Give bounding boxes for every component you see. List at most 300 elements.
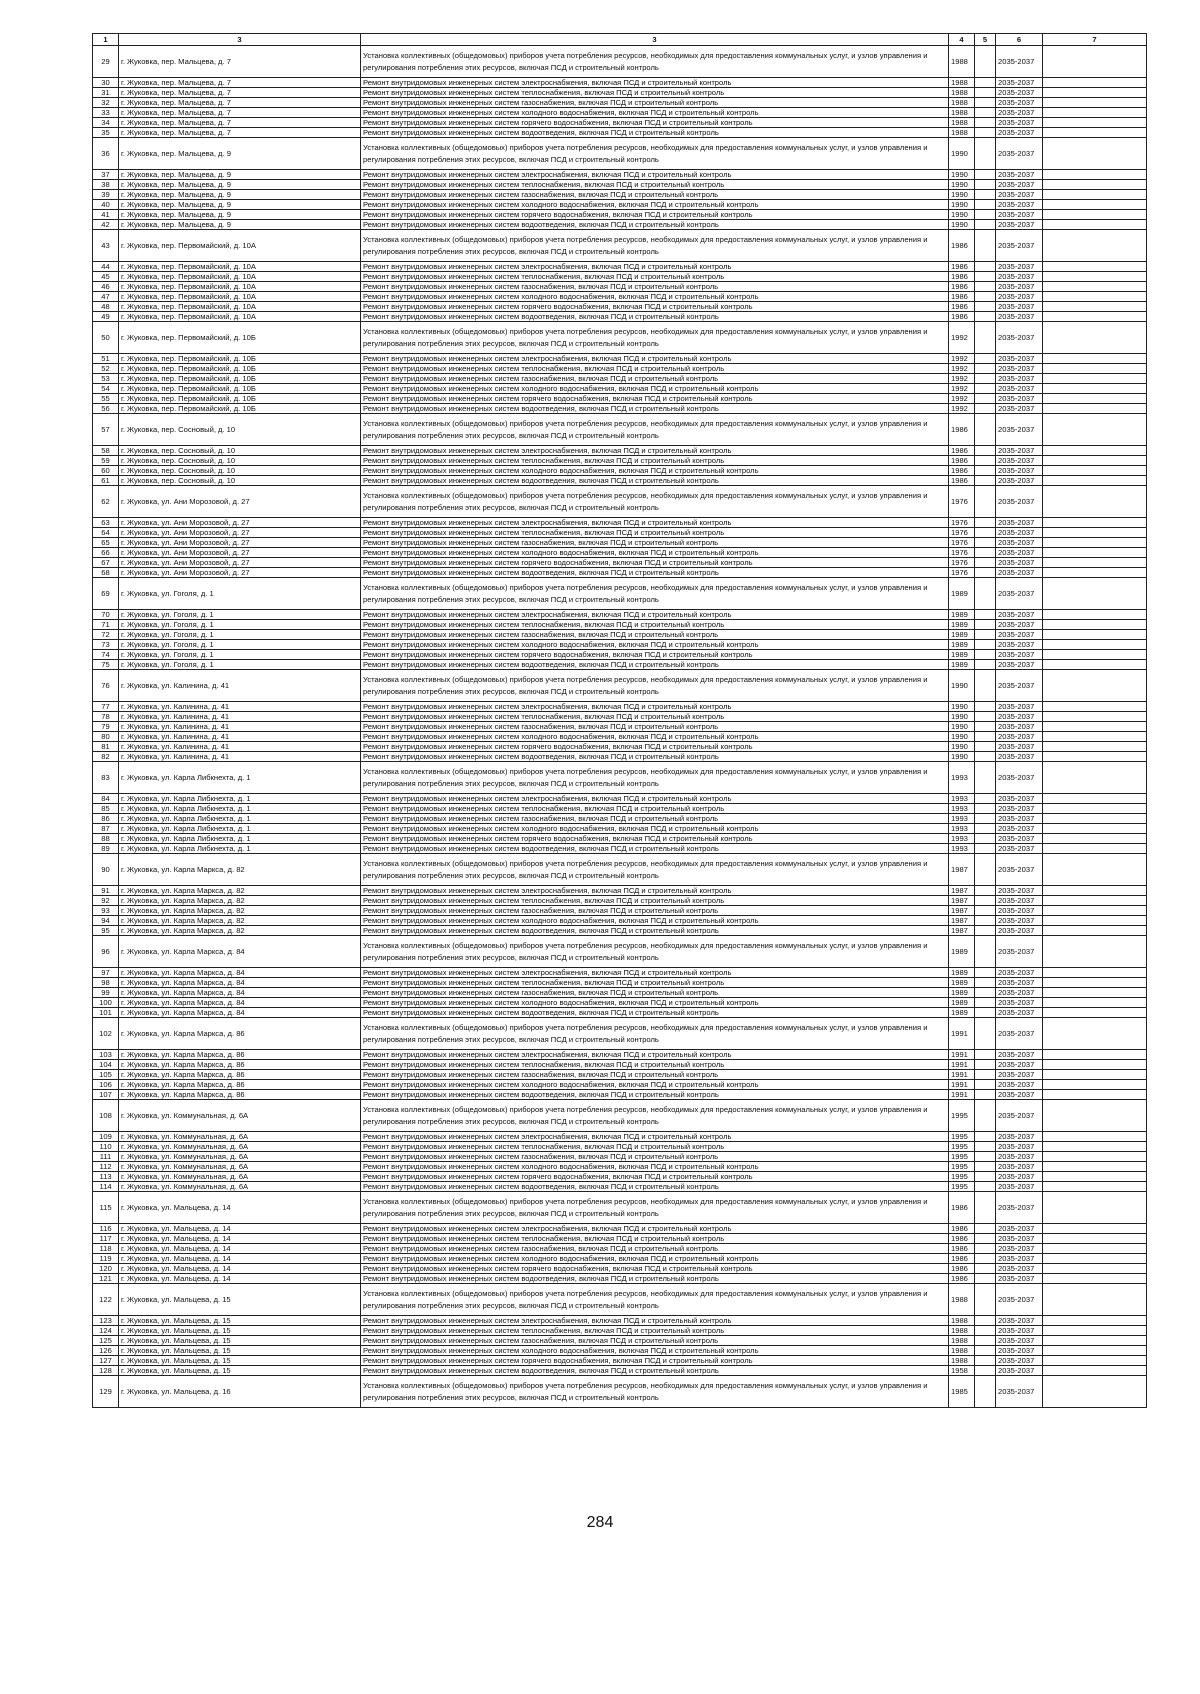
row-number-cell: 96 <box>93 936 119 968</box>
work-type-cell: Ремонт внутридомовых инженерных систем электроснабжения, включая ПСД и строительный контроль <box>361 968 949 978</box>
table-row <box>93 220 1147 230</box>
work-type-cell: Ремонт внутридомовых инженерных систем холодного водоснабжения, включая ПСД и строительный контроль <box>361 548 949 558</box>
page-number: 284 <box>586 1514 614 1531</box>
col5-cell <box>975 1152 996 1162</box>
work-type-cell: Ремонт внутридомовых инженерных систем водоотведения, включая ПСД и строительный контроль <box>361 752 949 762</box>
col5-cell <box>975 272 996 282</box>
row-number-cell: 83 <box>93 762 119 794</box>
row-number-cell: 37 <box>93 170 119 180</box>
year-cell: 1990 <box>949 712 975 722</box>
row-number-cell: 121 <box>93 1274 119 1284</box>
work-type-cell: Ремонт внутридомовых инженерных систем горячего водоснабжения, включая ПСД и строительный контроль <box>361 1172 949 1182</box>
col7-cell <box>1043 230 1147 262</box>
address-cell: г. Жуковка, ул. Мальцева, д. 15 <box>119 1356 361 1366</box>
work-type-cell: Ремонт внутридомовых инженерных систем холодного водоснабжения, включая ПСД и строительный контроль <box>361 466 949 476</box>
address-cell: г. Жуковка, ул. Ани Морозовой, д. 27 <box>119 558 361 568</box>
period-cell: 2035-2037 <box>996 354 1043 364</box>
col7-cell <box>1043 384 1147 394</box>
row-number-cell: 32 <box>93 98 119 108</box>
table-row <box>93 896 1147 906</box>
work-type-cell: Ремонт внутридомовых инженерных систем газоснабжения, включая ПСД и строительный контроль <box>361 98 949 108</box>
address-cell: г. Жуковка, ул. Калинина, д. 41 <box>119 732 361 742</box>
row-number-cell: 90 <box>93 854 119 886</box>
period-cell: 2035-2037 <box>996 794 1043 804</box>
period-cell: 2035-2037 <box>996 834 1043 844</box>
year-cell: 1986 <box>949 272 975 282</box>
year-cell: 1986 <box>949 1264 975 1274</box>
year-cell: 1985 <box>949 1376 975 1408</box>
period-cell: 2035-2037 <box>996 620 1043 630</box>
row-number-cell: 72 <box>93 630 119 640</box>
table-row <box>93 394 1147 404</box>
row-number-cell: 44 <box>93 262 119 272</box>
row-number-cell: 36 <box>93 138 119 170</box>
table-row <box>93 968 1147 978</box>
col7-cell <box>1043 538 1147 548</box>
row-number-cell: 39 <box>93 190 119 200</box>
work-type-cell: Ремонт внутридомовых инженерных систем водоотведения, включая ПСД и строительный контроль <box>361 926 949 936</box>
table-row <box>93 1008 1147 1018</box>
table-row <box>93 354 1147 364</box>
table-row <box>93 46 1147 78</box>
col7-cell <box>1043 998 1147 1008</box>
year-cell: 1990 <box>949 180 975 190</box>
col5-cell <box>975 1316 996 1326</box>
col5-cell <box>975 292 996 302</box>
work-type-cell: Ремонт внутридомовых инженерных систем холодного водоснабжения, включая ПСД и строительный контроль <box>361 1080 949 1090</box>
row-number-cell: 103 <box>93 1050 119 1060</box>
col7-cell <box>1043 108 1147 118</box>
address-cell: г. Жуковка, пер. Первомайский, д. 10А <box>119 282 361 292</box>
year-cell: 1989 <box>949 630 975 640</box>
col5-cell <box>975 1284 996 1316</box>
address-cell: г. Жуковка, ул. Мальцева, д. 14 <box>119 1254 361 1264</box>
table-row <box>93 170 1147 180</box>
address-cell: г. Жуковка, ул. Мальцева, д. 15 <box>119 1366 361 1376</box>
address-cell: г. Жуковка, ул. Мальцева, д. 14 <box>119 1192 361 1224</box>
work-type-cell: Ремонт внутридомовых инженерных систем холодного водоснабжения, включая ПСД и строительный контроль <box>361 1162 949 1172</box>
period-cell: 2035-2037 <box>996 1060 1043 1070</box>
period-cell: 2035-2037 <box>996 108 1043 118</box>
col7-cell <box>1043 630 1147 640</box>
year-cell: 1993 <box>949 804 975 814</box>
year-cell: 1992 <box>949 394 975 404</box>
work-type-cell: Ремонт внутридомовых инженерных систем водоотведения, включая ПСД и строительный контроль <box>361 476 949 486</box>
row-number-cell: 53 <box>93 374 119 384</box>
year-cell: 1995 <box>949 1100 975 1132</box>
work-type-cell: Ремонт внутридомовых инженерных систем теплоснабжения, включая ПСД и строительный контроль <box>361 1234 949 1244</box>
row-number-cell: 52 <box>93 364 119 374</box>
work-type-cell: Ремонт внутридомовых инженерных систем электроснабжения, включая ПСД и строительный контроль <box>361 1316 949 1326</box>
period-cell: 2035-2037 <box>996 1080 1043 1090</box>
table-row <box>93 374 1147 384</box>
row-number-cell: 118 <box>93 1244 119 1254</box>
period-cell: 2035-2037 <box>996 896 1043 906</box>
row-number-cell: 48 <box>93 302 119 312</box>
address-cell: г. Жуковка, пер. Мальцева, д. 7 <box>119 128 361 138</box>
col5-cell <box>975 354 996 364</box>
table-row <box>93 476 1147 486</box>
col5-cell <box>975 752 996 762</box>
period-cell: 2035-2037 <box>996 1132 1043 1142</box>
table-row <box>93 978 1147 988</box>
table-row <box>93 620 1147 630</box>
table-row <box>93 568 1147 578</box>
col5-cell <box>975 1366 996 1376</box>
period-cell: 2035-2037 <box>996 414 1043 446</box>
row-number-cell: 129 <box>93 1376 119 1408</box>
table-row <box>93 630 1147 640</box>
work-type-cell: Ремонт внутридомовых инженерных систем теплоснабжения, включая ПСД и строительный контроль <box>361 88 949 98</box>
period-cell: 2035-2037 <box>996 1070 1043 1080</box>
row-number-cell: 97 <box>93 968 119 978</box>
year-cell: 1988 <box>949 1356 975 1366</box>
period-cell: 2035-2037 <box>996 456 1043 466</box>
work-type-cell: Ремонт внутридомовых инженерных систем горячего водоснабжения, включая ПСД и строительный контроль <box>361 1356 949 1366</box>
table-row <box>93 1162 1147 1172</box>
work-type-cell: Ремонт внутридомовых инженерных систем горячего водоснабжения, включая ПСД и строительный контроль <box>361 650 949 660</box>
table-row <box>93 466 1147 476</box>
col7-cell <box>1043 1346 1147 1356</box>
col7-cell <box>1043 978 1147 988</box>
table-row <box>93 640 1147 650</box>
col7-cell <box>1043 210 1147 220</box>
col7-cell <box>1043 640 1147 650</box>
row-number-cell: 122 <box>93 1284 119 1316</box>
address-cell: г. Жуковка, пер. Мальцева, д. 9 <box>119 180 361 190</box>
table-row <box>93 1356 1147 1366</box>
work-type-cell: Ремонт внутридомовых инженерных систем теплоснабжения, включая ПСД и строительный контроль <box>361 712 949 722</box>
table-row <box>93 1192 1147 1224</box>
work-type-cell: Ремонт внутридомовых инженерных систем водоотведения, включая ПСД и строительный контроль <box>361 1182 949 1192</box>
address-cell: г. Жуковка, пер. Сосновый, д. 10 <box>119 414 361 446</box>
year-cell: 1986 <box>949 312 975 322</box>
col7-cell <box>1043 660 1147 670</box>
year-cell: 1991 <box>949 1090 975 1100</box>
work-type-cell: Ремонт внутридомовых инженерных систем водоотведения, включая ПСД и строительный контроль <box>361 660 949 670</box>
col5-cell <box>975 394 996 404</box>
row-number-cell: 66 <box>93 548 119 558</box>
year-cell: 1989 <box>949 1008 975 1018</box>
work-type-cell: Установка коллективных (общедомовых) приборов учета потребления ресурсов, необходимых для предоставления коммунальных услуг, и узлов управления и регулирования потребления этих ресурсов, включая ПСД и строительный контроль <box>361 138 949 170</box>
table-row <box>93 128 1147 138</box>
table-row <box>93 936 1147 968</box>
address-cell: г. Жуковка, пер. Сосновый, д. 10 <box>119 456 361 466</box>
col5-cell <box>975 1080 996 1090</box>
period-cell: 2035-2037 <box>996 394 1043 404</box>
year-cell: 1991 <box>949 1070 975 1080</box>
row-number-cell: 80 <box>93 732 119 742</box>
col5-cell <box>975 988 996 998</box>
table-row <box>93 578 1147 610</box>
period-cell: 2035-2037 <box>996 138 1043 170</box>
year-cell: 1986 <box>949 466 975 476</box>
year-cell: 1989 <box>949 620 975 630</box>
col7-cell <box>1043 528 1147 538</box>
row-number-cell: 60 <box>93 466 119 476</box>
work-type-cell: Ремонт внутридомовых инженерных систем теплоснабжения, включая ПСД и строительный контроль <box>361 272 949 282</box>
work-type-cell: Ремонт внутридомовых инженерных систем горячего водоснабжения, включая ПСД и строительный контроль <box>361 1264 949 1274</box>
work-type-cell: Ремонт внутридомовых инженерных систем горячего водоснабжения, включая ПСД и строительный контроль <box>361 118 949 128</box>
work-type-cell: Ремонт внутридомовых инженерных систем водоотведения, включая ПСД и строительный контроль <box>361 1366 949 1376</box>
work-type-cell: Ремонт внутридомовых инженерных систем электроснабжения, включая ПСД и строительный контроль <box>361 170 949 180</box>
row-number-cell: 112 <box>93 1162 119 1172</box>
table-row <box>93 1316 1147 1326</box>
year-cell: 1993 <box>949 834 975 844</box>
table-row <box>93 190 1147 200</box>
col7-cell <box>1043 886 1147 896</box>
work-type-cell: Ремонт внутридомовых инженерных систем теплоснабжения, включая ПСД и строительный контроль <box>361 804 949 814</box>
col7-cell <box>1043 968 1147 978</box>
work-type-cell: Ремонт внутридомовых инженерных систем газоснабжения, включая ПСД и строительный контроль <box>361 374 949 384</box>
table-row <box>93 518 1147 528</box>
period-cell: 2035-2037 <box>996 476 1043 486</box>
table-row <box>93 78 1147 88</box>
period-cell: 2035-2037 <box>996 548 1043 558</box>
col5-cell <box>975 926 996 936</box>
table-row <box>93 670 1147 702</box>
col5-cell <box>975 1100 996 1132</box>
year-cell: 1987 <box>949 896 975 906</box>
address-cell: г. Жуковка, ул. Мальцева, д. 15 <box>119 1326 361 1336</box>
address-cell: г. Жуковка, пер. Первомайский, д. 10Б <box>119 354 361 364</box>
table-row <box>93 404 1147 414</box>
address-cell: г. Жуковка, ул. Ани Морозовой, д. 27 <box>119 528 361 538</box>
col5-cell <box>975 170 996 180</box>
period-cell: 2035-2037 <box>996 1274 1043 1284</box>
year-cell: 1989 <box>949 968 975 978</box>
col5-cell <box>975 630 996 640</box>
col5-cell <box>975 650 996 660</box>
year-cell: 1989 <box>949 640 975 650</box>
year-cell: 1986 <box>949 1274 975 1284</box>
row-number-cell: 98 <box>93 978 119 988</box>
col7-cell <box>1043 732 1147 742</box>
period-cell: 2035-2037 <box>996 210 1043 220</box>
col5-cell <box>975 1060 996 1070</box>
year-cell: 1991 <box>949 1018 975 1050</box>
col5-cell <box>975 466 996 476</box>
table-row <box>93 1070 1147 1080</box>
table-row <box>93 1132 1147 1142</box>
col5-cell <box>975 1244 996 1254</box>
year-cell: 1990 <box>949 702 975 712</box>
period-cell: 2035-2037 <box>996 282 1043 292</box>
row-number-cell: 38 <box>93 180 119 190</box>
table-row <box>93 528 1147 538</box>
period-cell: 2035-2037 <box>996 374 1043 384</box>
col5-cell <box>975 98 996 108</box>
period-cell: 2035-2037 <box>996 1254 1043 1264</box>
address-cell: г. Жуковка, пер. Первомайский, д. 10А <box>119 230 361 262</box>
header-col-3: 3 <box>361 34 949 46</box>
col5-cell <box>975 558 996 568</box>
year-cell: 1991 <box>949 1050 975 1060</box>
row-number-cell: 61 <box>93 476 119 486</box>
col5-cell <box>975 1264 996 1274</box>
year-cell: 1990 <box>949 732 975 742</box>
row-number-cell: 70 <box>93 610 119 620</box>
table-row <box>93 1080 1147 1090</box>
address-cell: г. Жуковка, ул. Ани Морозовой, д. 27 <box>119 568 361 578</box>
col7-cell <box>1043 1060 1147 1070</box>
header-col-5: 5 <box>975 34 996 46</box>
col7-cell <box>1043 262 1147 272</box>
work-type-cell: Ремонт внутридомовых инженерных систем горячего водоснабжения, включая ПСД и строительный контроль <box>361 210 949 220</box>
work-type-cell: Ремонт внутридомовых инженерных систем электроснабжения, включая ПСД и строительный контроль <box>361 354 949 364</box>
work-type-cell: Ремонт внутридомовых инженерных систем электроснабжения, включая ПСД и строительный контроль <box>361 78 949 88</box>
col5-cell <box>975 1326 996 1336</box>
col7-cell <box>1043 404 1147 414</box>
col7-cell <box>1043 466 1147 476</box>
period-cell: 2035-2037 <box>996 762 1043 794</box>
year-cell: 1986 <box>949 1192 975 1224</box>
col7-cell <box>1043 722 1147 732</box>
work-type-cell: Ремонт внутридомовых инженерных систем электроснабжения, включая ПСД и строительный контроль <box>361 610 949 620</box>
col5-cell <box>975 1224 996 1234</box>
period-cell: 2035-2037 <box>996 978 1043 988</box>
address-cell: г. Жуковка, пер. Мальцева, д. 7 <box>119 108 361 118</box>
address-cell: г. Жуковка, ул. Карла Маркса, д. 86 <box>119 1090 361 1100</box>
year-cell: 1992 <box>949 354 975 364</box>
work-type-cell: Ремонт внутридомовых инженерных систем водоотведения, включая ПСД и строительный контроль <box>361 220 949 230</box>
col5-cell <box>975 262 996 272</box>
address-cell: г. Жуковка, ул. Гоголя, д. 1 <box>119 640 361 650</box>
table-row <box>93 118 1147 128</box>
col5-cell <box>975 742 996 752</box>
col7-cell <box>1043 414 1147 446</box>
row-number-cell: 116 <box>93 1224 119 1234</box>
address-cell: г. Жуковка, ул. Мальцева, д. 15 <box>119 1284 361 1316</box>
col7-cell <box>1043 1274 1147 1284</box>
col7-cell <box>1043 1254 1147 1264</box>
address-cell: г. Жуковка, ул. Карла Маркса, д. 82 <box>119 906 361 916</box>
row-number-cell: 78 <box>93 712 119 722</box>
address-cell: г. Жуковка, пер. Первомайский, д. 10А <box>119 302 361 312</box>
period-cell: 2035-2037 <box>996 46 1043 78</box>
col7-cell <box>1043 712 1147 722</box>
address-cell: г. Жуковка, ул. Калинина, д. 41 <box>119 702 361 712</box>
period-cell: 2035-2037 <box>996 1162 1043 1172</box>
col5-cell <box>975 568 996 578</box>
col7-cell <box>1043 1224 1147 1234</box>
table-row <box>93 302 1147 312</box>
address-cell: г. Жуковка, ул. Коммунальная, д. 6А <box>119 1142 361 1152</box>
period-cell: 2035-2037 <box>996 128 1043 138</box>
table-row <box>93 456 1147 466</box>
row-number-cell: 49 <box>93 312 119 322</box>
period-cell: 2035-2037 <box>996 180 1043 190</box>
col5-cell <box>975 762 996 794</box>
col7-cell <box>1043 578 1147 610</box>
row-number-cell: 41 <box>93 210 119 220</box>
year-cell: 1986 <box>949 1254 975 1264</box>
year-cell: 1993 <box>949 844 975 854</box>
col7-cell <box>1043 916 1147 926</box>
table-row <box>93 732 1147 742</box>
period-cell: 2035-2037 <box>996 1100 1043 1132</box>
col5-cell <box>975 322 996 354</box>
col5-cell <box>975 732 996 742</box>
col7-cell <box>1043 128 1147 138</box>
address-cell: г. Жуковка, ул. Карла Маркса, д. 84 <box>119 998 361 1008</box>
work-type-cell: Ремонт внутридомовых инженерных систем горячего водоснабжения, включая ПСД и строительный контроль <box>361 558 949 568</box>
address-cell: г. Жуковка, ул. Карла Маркса, д. 86 <box>119 1018 361 1050</box>
col5-cell <box>975 282 996 292</box>
table-row <box>93 1152 1147 1162</box>
period-cell: 2035-2037 <box>996 670 1043 702</box>
address-cell: г. Жуковка, ул. Карла Маркса, д. 86 <box>119 1070 361 1080</box>
col7-cell <box>1043 1050 1147 1060</box>
period-cell: 2035-2037 <box>996 752 1043 762</box>
address-cell: г. Жуковка, пер. Мальцева, д. 7 <box>119 88 361 98</box>
col7-cell <box>1043 610 1147 620</box>
table-row <box>93 210 1147 220</box>
address-cell: г. Жуковка, ул. Коммунальная, д. 6А <box>119 1100 361 1132</box>
table-row <box>93 180 1147 190</box>
address-cell: г. Жуковка, ул. Карла Маркса, д. 86 <box>119 1060 361 1070</box>
col5-cell <box>975 1234 996 1244</box>
row-number-cell: 51 <box>93 354 119 364</box>
col5-cell <box>975 200 996 210</box>
table-row <box>93 262 1147 272</box>
period-cell: 2035-2037 <box>996 1018 1043 1050</box>
table-row <box>93 1336 1147 1346</box>
address-cell: г. Жуковка, пер. Первомайский, д. 10А <box>119 272 361 282</box>
row-number-cell: 67 <box>93 558 119 568</box>
year-cell: 1988 <box>949 1284 975 1316</box>
table-row <box>93 292 1147 302</box>
table-row <box>93 1060 1147 1070</box>
period-cell: 2035-2037 <box>996 1192 1043 1224</box>
address-cell: г. Жуковка, ул. Гоголя, д. 1 <box>119 610 361 620</box>
period-cell: 2035-2037 <box>996 1336 1043 1346</box>
period-cell: 2035-2037 <box>996 486 1043 518</box>
row-number-cell: 88 <box>93 834 119 844</box>
work-type-cell: Ремонт внутридомовых инженерных систем электроснабжения, включая ПСД и строительный контроль <box>361 794 949 804</box>
table-row <box>93 364 1147 374</box>
work-type-cell: Ремонт внутридомовых инженерных систем холодного водоснабжения, включая ПСД и строительный контроль <box>361 292 949 302</box>
period-cell: 2035-2037 <box>996 302 1043 312</box>
col5-cell <box>975 1008 996 1018</box>
table-row <box>93 916 1147 926</box>
work-type-cell: Ремонт внутридомовых инженерных систем газоснабжения, включая ПСД и строительный контроль <box>361 906 949 916</box>
col5-cell <box>975 518 996 528</box>
work-type-cell: Установка коллективных (общедомовых) приборов учета потребления ресурсов, необходимых для предоставления коммунальных услуг, и узлов управления и регулирования потребления этих ресурсов, включая ПСД и строительный контроль <box>361 936 949 968</box>
row-number-cell: 79 <box>93 722 119 732</box>
year-cell: 1976 <box>949 528 975 538</box>
col5-cell <box>975 1274 996 1284</box>
period-cell: 2035-2037 <box>996 538 1043 548</box>
work-type-cell: Ремонт внутридомовых инженерных систем электроснабжения, включая ПСД и строительный контроль <box>361 446 949 456</box>
address-cell: г. Жуковка, ул. Калинина, д. 41 <box>119 712 361 722</box>
year-cell: 1989 <box>949 610 975 620</box>
row-number-cell: 29 <box>93 46 119 78</box>
year-cell: 1993 <box>949 794 975 804</box>
address-cell: г. Жуковка, ул. Карла Либкнехта, д. 1 <box>119 804 361 814</box>
row-number-cell: 127 <box>93 1356 119 1366</box>
row-number-cell: 63 <box>93 518 119 528</box>
row-number-cell: 124 <box>93 1326 119 1336</box>
work-type-cell: Ремонт внутридомовых инженерных систем теплоснабжения, включая ПСД и строительный контроль <box>361 364 949 374</box>
period-cell: 2035-2037 <box>996 466 1043 476</box>
work-type-cell: Ремонт внутридомовых инженерных систем водоотведения, включая ПСД и строительный контроль <box>361 128 949 138</box>
row-number-cell: 75 <box>93 660 119 670</box>
col5-cell <box>975 118 996 128</box>
col7-cell <box>1043 988 1147 998</box>
table-row <box>93 702 1147 712</box>
period-cell: 2035-2037 <box>996 968 1043 978</box>
